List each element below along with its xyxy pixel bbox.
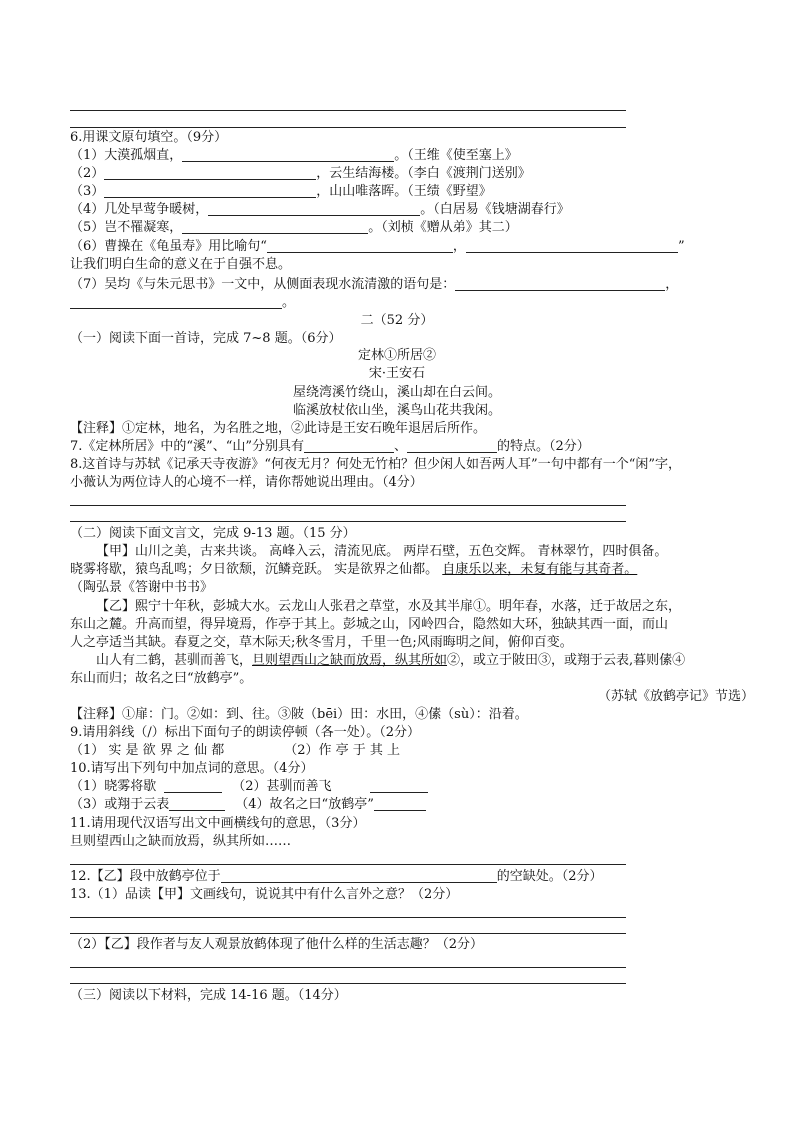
q6-item-2-b: ，云生结海楼。（李白《渡荆门送别》 <box>316 166 531 181</box>
q9-items <box>70 742 400 760</box>
q10-item-1: （1）晓雾将歇 <box>70 779 157 794</box>
answer-line <box>70 505 626 506</box>
q6-item-7-a: （7）吴均《与朱元思书》一文中，从侧面表现水流清激的语句是： <box>70 277 456 292</box>
q6-item-4-a: （4）几处早莺争暖树， <box>70 202 209 217</box>
answer-line <box>70 521 626 522</box>
q10-row-2 <box>70 796 426 814</box>
yi-underlined-sentence: 旦则望西山之缺而放焉，纵其所如 <box>252 653 448 668</box>
q6-item-4 <box>70 201 570 219</box>
jia-line-1: 【甲】山川之美，古来共谈。 高峰入云，清流见底。 两岸石壁，五色交辉。 青林翠竹，四时俱备。 <box>96 544 668 559</box>
q11: 11.请用现代汉语写出文中画横线句的意思，（3分） <box>70 816 366 831</box>
jia-line-2 <box>70 561 637 579</box>
answer-blank[interactable] <box>169 797 225 811</box>
yi-line-3: 人之亭适当其缺。春夏之交，草木际天;秋冬雪月，千里一色;风雨晦明之间，俯仰百变。 <box>70 635 573 650</box>
q6-item-7 <box>70 276 678 294</box>
poem-note: 【注释】①定林，地名，为名胜之地，②此诗是王安石晚年退居后所作。 <box>70 421 487 436</box>
q7-a: 7.《定林所居》中的“溪”、“山”分别具有 <box>70 439 304 454</box>
q6-item-4-b: 。（白居易《钱塘湖春行》 <box>420 202 570 217</box>
answer-line <box>70 127 626 128</box>
section1-heading: （一）阅读下面一首诗，完成 7~8 题。（6分） <box>70 331 342 346</box>
jia-line-2-a: 晓雾将歇，猿鸟乱鸣；夕日欲颓，沉鳞竞跃。 实是欲界之仙都。 <box>70 562 443 577</box>
yi-note: 【注释】①扉：门。②如：到、往。③陂（bēi）田：水田，④傃（sù）：沿着。 <box>70 707 528 722</box>
poem-line-2: 临溪放杖依山坐，溪鸟山花共我闲。 <box>292 403 501 418</box>
q6-item-5-a: （5）岂不罹凝寒， <box>70 220 183 235</box>
q13-1: 13.（1）品读【甲】文画线句，说说其中有什么言外之意？（2分） <box>70 887 459 902</box>
answer-blank[interactable] <box>164 779 222 793</box>
q6-item-1-b: 。（王维《使至塞上》 <box>394 148 518 163</box>
q10-item-4: （4）故名之曰“放鹤亭” <box>235 797 374 812</box>
q6-title: 6.用课文原句填空。（9分） <box>70 130 228 145</box>
q9: 9.请用斜线（/）标出下面句子的朗读停顿（各一处）。（2分） <box>70 725 421 740</box>
q8-line-1: 8.这首诗与苏轼《记承天寺夜游》“何夜无月？何处无竹柏？但少闲人如吾两人耳”一句中都有一个“闲”字， <box>70 457 681 472</box>
yi-line-4-a: 山人有二鹤，甚驯而善飞， <box>96 653 253 668</box>
q6-item-5-b: 。（刘桢《赠从弟》其二） <box>368 220 518 235</box>
answer-blank[interactable] <box>70 295 282 309</box>
yi-line-5: 东山而归；故名之曰“放鹤亭”。 <box>70 671 253 686</box>
answer-blank[interactable] <box>304 439 394 453</box>
q12-b: 的空缺处。（2分） <box>496 869 603 884</box>
q6-item-3 <box>70 183 492 201</box>
jia-source: （陶弘景《答谢中书书》 <box>70 580 214 595</box>
yi-line-1: 【乙】熙宁十年秋，彭城大水。云龙山人张君之草堂，水及其半扉①。明年春，水落，迁于故居之东， <box>96 599 682 614</box>
q6-item-6-tail: 让我们明白生命的意义在于自强不息。 <box>70 257 292 272</box>
q10: 10.请写出下列句中加点词的意思。（4分） <box>70 761 314 776</box>
q6-item-2-a: （2） <box>70 166 105 181</box>
answer-blank[interactable] <box>466 239 678 253</box>
q6-item-1-a: （1）大漠孤烟直， <box>70 148 183 163</box>
q6-item-6-a: （6）曹操在《龟虽寿》用比喻句“ <box>70 239 267 254</box>
q11-sentence: 旦则望西山之缺而放焉，纵其所如…… <box>70 834 292 849</box>
q6-item-6-c: ” <box>677 239 685 254</box>
q7-c: 的特点。（2分） <box>497 439 590 454</box>
q10-row-1 <box>70 778 428 796</box>
poem-line-1: 屋绕湾溪竹绕山，溪山却在白云间。 <box>292 385 501 400</box>
answer-blank[interactable] <box>104 166 316 180</box>
poem-title: 定林①所居② <box>357 348 436 363</box>
q12-a: 12.【乙】段中放鹤亭位于 <box>70 869 221 884</box>
q9-item-2: （2）作 亭 于 其 上 <box>284 743 401 758</box>
q6-item-7-b: ， <box>665 277 679 292</box>
q12 <box>70 868 602 886</box>
q6-item-3-b: ，山山唯落晖。（王绩《野望》 <box>316 184 492 199</box>
answer-blank[interactable] <box>455 277 665 291</box>
answer-blank[interactable] <box>208 202 420 216</box>
q10-item-2: （2）甚驯而善飞 <box>232 779 332 794</box>
answer-blank[interactable] <box>182 148 394 162</box>
answer-blank[interactable] <box>182 220 368 234</box>
yi-line-2: 东山之麓。升高而望，得异境焉，作亭于其上。彭城之山，冈岭四合，隐然如大环，独缺其西一面，而山 <box>70 617 669 632</box>
yi-source: （苏轼《放鹤亭记》节选） <box>597 689 754 704</box>
answer-line <box>70 933 626 934</box>
q6-item-7-cont <box>70 294 295 312</box>
q8-line-2: 小薇认为两位诗人的心境不一样，请你帮她说出理由。（4分） <box>70 475 423 490</box>
section3-heading: （三）阅读以下材料，完成 14-16 题。（14分） <box>70 988 347 1003</box>
answer-line <box>70 917 626 918</box>
answer-blank[interactable] <box>374 797 426 811</box>
answer-blank[interactable] <box>104 184 316 198</box>
answer-blank[interactable] <box>370 779 428 793</box>
q13-2: （2）【乙】段作者与友人观景放鹤体现了他什么样的生活志趣？（2分） <box>70 937 484 952</box>
yi-line-4 <box>70 652 685 670</box>
answer-line <box>70 983 626 984</box>
answer-blank[interactable] <box>267 239 453 253</box>
answer-blank[interactable] <box>221 869 497 883</box>
section2-heading: （二）阅读下面文言文，完成 9-13 题。（15 分） <box>70 526 356 541</box>
q6-item-2 <box>70 165 531 183</box>
yi-line-4-c: ②，或立于陂田③，或翔于云表,暮则傃④ <box>447 653 686 668</box>
q6-item-6 <box>70 238 685 256</box>
q6-item-1 <box>70 147 518 165</box>
poem-author: 宋·王安石 <box>368 366 426 381</box>
q10-item-3: （3）或翔于云表 <box>70 797 170 812</box>
answer-line <box>70 864 626 865</box>
jia-underlined-sentence: 自康乐以来，未复有能与其奇者。 <box>442 562 638 577</box>
q7 <box>70 438 590 456</box>
q9-item-1: （1） 实 是 欲 界 之 仙 都 <box>70 743 225 758</box>
answer-blank[interactable] <box>407 439 497 453</box>
q6-item-7-c: 。 <box>282 295 296 310</box>
q7-b: 、 <box>394 439 408 454</box>
q6-item-3-a: （3） <box>70 184 105 199</box>
answer-line <box>70 967 626 968</box>
part2-heading: 二（52 分） <box>360 313 434 328</box>
q6-item-6-b: ， <box>452 239 466 254</box>
answer-line <box>70 110 626 111</box>
q6-item-5 <box>70 219 518 237</box>
